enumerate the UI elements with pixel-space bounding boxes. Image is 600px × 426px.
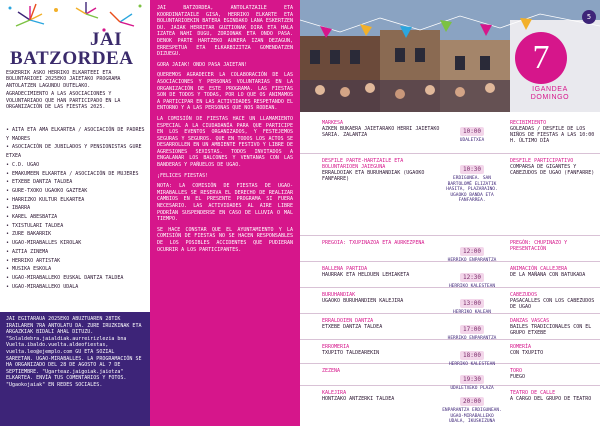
event-desc-eu: ERRALDOIAK ETA BURUHANDIAK (UGAOKO FANFARRE) — [322, 170, 425, 182]
event-place: HERRIKO KALEAN — [453, 310, 491, 315]
event-desc-es: A CARGO DEL GRUPO DE TEATRO — [510, 396, 592, 402]
event-title-es: ANIMACIÓN CALLEJERA — [510, 266, 568, 272]
event-place: UDALETXEKO PLAZA — [450, 386, 494, 391]
event-desc-eu: AZKEN BUKAERA JAIETARAKO HERRI JAIETAKO SARIA. ZALANTZA — [322, 126, 440, 138]
list-item: • UGAO-MIRABALLEKO EUSKAL DANTZA TALDEA — [6, 274, 146, 283]
event-desc-es: PASACALLES CON LOS CABEZUDOS DE UGAO — [510, 298, 595, 310]
paragraph: GORA JAIAK! ONDO PASA JAIETAN! — [157, 61, 248, 68]
list-item: • MUSIKA ESKOLA — [6, 265, 146, 274]
event-place: HERRIKO ENPARANTZA — [447, 258, 497, 263]
page-number: 5 — [582, 10, 596, 24]
event-title-eu: ZEZENA — [322, 368, 341, 374]
paragraph: QUEREMOS AGRADECER LA COLABORACIÓN DE LAS ASOCIACIONES Y PERSONAS VOLUNTARIAS EN LA ORGANIZACIÓN DE ESTE PROGRAMA. LAS FIESTAS SON DE TODOS Y TODAS, POR LO QUE OS ANIMAMOS A PARTICIPAR EN LAS ACTIVIDADES RESPETANDO EL ENTORNO Y A LAS PERSONAS QUE NOS RODEAN. — [157, 72, 293, 112]
event-title-es: DANZAS VASCAS — [510, 318, 550, 324]
day-number-badge: 7 — [515, 32, 567, 84]
event-title-es: CABEZUDOS — [510, 292, 538, 298]
event-desc-es: DE LA MAÑANA CON BATUKADA — [510, 272, 586, 278]
schedule-table — [300, 114, 600, 426]
list-item: • IBARRA — [6, 204, 146, 213]
list-item: • ETXEBE DANTZA TALDEA — [6, 178, 146, 187]
event-place: HERRIKO KALESTEAN — [448, 284, 496, 289]
event-place: HERRIKO KALESTEAN — [448, 362, 496, 367]
right-page — [300, 0, 600, 426]
event-desc-eu: HONTZAKO ANTZERKI TALDEA — [322, 396, 395, 402]
list-item: • HARRIZKO KULTUR ELKARTEA — [6, 196, 146, 205]
list-item: • HERRIKO ARTISTAK — [6, 257, 146, 266]
list-item: • ASOCIACIÓN DE JUBILADOS Y PENSIONISTAS GURE ETXEA — [6, 143, 146, 160]
event-time: 20:00 — [460, 397, 484, 406]
associations-list — [6, 126, 146, 291]
day-names — [520, 86, 580, 102]
paragraph: NOTA: LA COMISIÓN DE FIESTAS DE UGAO-MIRABALLES SE RESERVA EL DERECHO DE REALIZAR CAMBIOS EN EL PRESENTE PROGRAMA SI FUERA NECESARIO. LAS ACTIVIDADES AL AIRE LIBRE PODRÍAN SUSPENDERSE EN CASO DE LLUVIA O MAL TIEMPO. — [157, 183, 293, 223]
event-title-es: ROMERÍA — [510, 344, 532, 350]
list-item: • KAREL ABESBATZA — [6, 213, 146, 222]
list-item: • AITA ETA AMA ELKARTEA / ASOCIACIÓN DE PADRES Y MADRES — [6, 126, 146, 143]
event-desc-eu: UGAOKO BURUHANDIEN KALEJIRA — [322, 298, 404, 304]
list-item: • GURE-TXOKO UGAOKO GAZTEAK — [6, 187, 146, 196]
table-row — [300, 314, 600, 340]
thanks-intro — [6, 70, 146, 112]
event-desc-eu: ETXEBE DANTZA TALDEA — [322, 324, 383, 330]
paragraph: ¡FELICES FIESTAS! — [157, 172, 209, 179]
event-title-eu: ERRALDOIEN DANTZA — [322, 318, 374, 324]
event-desc-es: FUEGO — [510, 374, 526, 380]
event-desc-eu: HAURRAK ETA HELDUEN LEHIAKETA — [322, 272, 410, 278]
paragraph: LA COMISIÓN DE FIESTAS HACE UN LLAMAMIENTO ESPECIAL A LA CIUDADANÍA PARA QUE PARTICIPE EN LOS EVENTOS ORGANIZADOS, Y FESTEJEMOS SEGURAS Y SEGUROS. QUE EN TODOS LOS ACTOS SE DESARROLLEN EN UN AMBIENTE FESTIVO Y LIBRE DE AGRESIONES SEXISTAS. TODOS INVITADOS A ENGALANAR LOS BALCONES Y VENTANAS CON LAS BANDERAS Y PAÑUELOS DE UGAO. — [157, 115, 293, 169]
event-title-eu: PREGOIA: TXUPINAZOA ETA AURKEZPENA — [322, 240, 425, 246]
event-desc-es: GOLEADAS / DESFILE DE LOS NIÑOS DE FIESTAS A LAS 10:00 H. ÚLTIMO DÍA — [510, 126, 595, 144]
event-title-eu: KALEJIRA — [322, 390, 347, 396]
event-title-eu: BALLENA PARTIDA — [322, 266, 368, 272]
list-item: • AZTIA ZINEMA — [6, 248, 146, 257]
event-desc-es: CON TXUPITO — [510, 350, 544, 356]
list-item: • UGAO-MIRABALLEKO UDALA — [6, 283, 146, 292]
table-row — [300, 154, 600, 236]
event-time: 17:00 — [460, 325, 484, 334]
list-item: • C.D. UGAO — [6, 161, 146, 170]
table-row — [300, 262, 600, 288]
committee-title: JAI BATZORDEA — [10, 29, 134, 69]
day-name-eu: IGANDEA — [532, 86, 568, 93]
table-row — [300, 340, 600, 367]
event-title-es: RECIBIMIENTO — [510, 120, 547, 126]
event-title-eu: BURUHANDIAK — [322, 292, 356, 298]
list-item: • ZURE BAKARRIK — [6, 230, 146, 239]
intro-es: AGRADECIMIENTO A LAS ASOCIACIONES Y VOLUNTARIADO QUE HAN PARTICIPADO EN LA ORGANIZACIÓN DE LAS FIESTAS 2025. — [6, 91, 121, 111]
event-place: ERDIGUNEA. SAN BARTOLOMÉ ELIZATIK HASITA, PLAZARAINO. UGAOKO BANDA ETA FANFARREA. — [446, 176, 498, 203]
event-time: 18:00 — [460, 351, 484, 360]
event-title-es: TEATRO DE CALLE — [510, 390, 556, 396]
event-place: HERRIKO ENPARANTZA — [447, 336, 497, 341]
table-row — [300, 116, 600, 154]
event-place: UDALETXEA — [459, 138, 485, 143]
event-desc-es: COMPARSA DE GIGANTES Y CABEZUDOS DE UGAO (FANFARRE) — [510, 164, 595, 176]
table-row — [300, 288, 600, 314]
event-time: 10:00 — [460, 127, 484, 136]
paragraph: SE HACE CONSTAR QUE EL AYUNTAMIENTO Y LA COMISIÓN DE FIESTAS NO SE HACEN RESPONSABLES DE LOS POSIBLES ACCIDENTES QUE PUDIERAN OCURRIR A LOS PARTICIPANTES. — [157, 226, 293, 253]
event-desc-es: BAILES TRADICIONALES CON EL GRUPO ETXEBE — [510, 324, 592, 336]
table-row — [300, 364, 600, 391]
event-place: ENPARANTZA ERDIGUNEAN. UGAO-MIRABALLEKO UDALA, IKUSKIZUNA — [442, 408, 502, 424]
table-row — [300, 386, 600, 424]
event-time: 10:30 — [460, 165, 484, 174]
intro-eu: ESKERRIK ASKO HERRIKO ELKARTEEI ETA BOLUNTARIOEI 2025EKO JAIETAKO PROGRAMA ANTOLATZEN LAGUNDU DUTELAKO. — [6, 70, 121, 89]
event-title-eu: DESFILE PARTE-HARTZAILE ETA BOLUNTARIOEN JAIEGUNA — [322, 158, 404, 170]
event-title-es: TORO — [510, 368, 523, 374]
event-title-eu: ERROMERIA — [322, 344, 350, 350]
left-column — [0, 0, 150, 426]
list-item: • EMAKUMEEN ELKARTEA / ASOCIACIÓN DE MUJERES — [6, 170, 146, 179]
middle-column — [150, 0, 300, 426]
event-time: 19:30 — [460, 375, 484, 384]
day-name-es: DOMINGO — [530, 94, 570, 101]
table-row — [300, 236, 600, 262]
event-title-es: DESFILE PARTICIPATIVO — [510, 158, 574, 164]
event-title-es: PREGÓN: CHUPINAZO Y PRESENTACIÓN — [510, 240, 568, 252]
contact-box: JAI EGITARAUA 2025EKO ABUZTUAREN 28TIK IRAILAREN 7RA ANTOLATU DA. ZURE IRUZKINAK ETA ARGAZKIAK BIDALI AHAL DITUZU. "Solaldebra.jaialdiak.aurreirizlezia bna Vuelta.ibaldo.vuelta.aldeofiestas, vuelta.leo@ejemplo.com GU ETA SOZIAL SAREETAN. UGAO-MIRABALLES. LA PROGRAMACIÓN SE HA ORGANIZADO DEL 28 DE AGOSTO AL 7 DE SEPTIEMBRE. "Ugarteaz.jaigoiak.jaiotza" ELKARTEA. ENVÍA TUS COMENTARIOS Y FOTOS. "Ugaokojaiak" EN REDES SOCIALES. — [0, 312, 150, 426]
list-item: • UGAO-MIRABALLES KIROLAK — [6, 239, 146, 248]
paragraph: JAI BATZORDEA, ANTOLATZAILE ETA KOORDINATZAILE GISA, HERRIKO ELKARTE ETA BOLUNTARIOEKIN BATERA EGINDAKO LANA ESKERTZEN DU. JAIAK HERRITAR GUZTIONAK DIRA ETA HALA IZATEA NAHI DUGU, ZORIONAK ETA ONDO PASA. DENOK PARTE HARTZEKO AUKERA IZAN DEZAGUN, ERRESPETUA ETA ELKARBIZITZA GOMENDATZEN DIZUEGU. — [157, 5, 293, 58]
event-time: 13:00 — [460, 299, 484, 308]
event-time: 12:00 — [460, 247, 484, 256]
event-time: 12:30 — [460, 273, 484, 282]
list-item: • TXISTULARI TALDEA — [6, 222, 146, 231]
event-title-eu: MARKESA — [322, 120, 344, 126]
event-desc-eu: TXUPITO TALDEAREKIN — [322, 350, 380, 356]
